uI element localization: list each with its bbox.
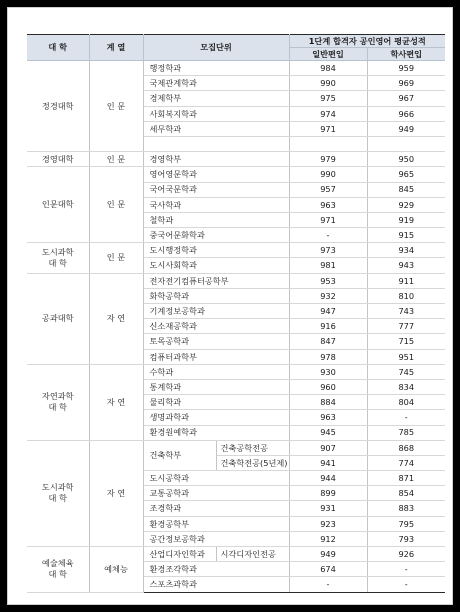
bachelor-score-cell: 715 (367, 334, 445, 349)
recruit-unit-cell: 경영학부 (143, 152, 289, 167)
general-score-cell: 949 (289, 547, 367, 562)
general-score-cell: 931 (289, 501, 367, 516)
recruit-unit-cell: 기계정보공학과 (143, 304, 289, 319)
header-bachelor-transfer: 학사편입 (367, 48, 445, 61)
recruit-unit-cell: 공간정보공학과 (143, 531, 289, 546)
recruit-unit-cell: 철학과 (143, 212, 289, 227)
series-cell: 예체능 (89, 547, 143, 593)
recruit-unit-cell: 도시사회학과 (143, 258, 289, 273)
recruit-unit-cell: 국제관계학과 (143, 76, 289, 91)
admission-score-table (27, 34, 445, 593)
general-score-cell: 971 (289, 212, 367, 227)
recruit-unit-cell: 산업디자인학과 (143, 547, 216, 562)
series-cell: 자 연 (89, 273, 143, 364)
bachelor-score-cell: 810 (367, 288, 445, 303)
general-score-cell: 930 (289, 364, 367, 379)
table-row (27, 152, 445, 167)
table-row (27, 547, 445, 562)
table-body (27, 61, 445, 593)
bachelor-score-cell: 959 (367, 61, 445, 76)
bachelor-score-cell: 934 (367, 243, 445, 258)
bachelor-score-cell: 943 (367, 258, 445, 273)
recruit-unit-cell: 국사학과 (143, 197, 289, 212)
general-score-cell: 945 (289, 425, 367, 440)
recruit-unit-cell: 경제학부 (143, 91, 289, 106)
recruit-unit-cell: 도시행정학과 (143, 243, 289, 258)
bachelor-score-cell: 868 (367, 440, 445, 455)
bachelor-score-cell: - (367, 562, 445, 577)
bachelor-score-cell: 845 (367, 182, 445, 197)
bachelor-score-cell: 919 (367, 212, 445, 227)
bachelor-score-cell: 834 (367, 379, 445, 394)
series-cell: 자 연 (89, 440, 143, 546)
recruit-unit-cell: 환경원예학과 (143, 425, 289, 440)
general-score-cell: 984 (289, 61, 367, 76)
general-score-cell: 963 (289, 410, 367, 425)
bachelor-score-cell: 926 (367, 547, 445, 562)
general-score-cell: - (289, 577, 367, 592)
general-score-cell: 960 (289, 379, 367, 394)
general-score-cell: 978 (289, 349, 367, 364)
bachelor-score-cell: 883 (367, 501, 445, 516)
major-cell: 건축학전공(5년제) (216, 455, 289, 470)
university-cell: 자연과학 대 학 (27, 364, 89, 440)
general-score-cell: 957 (289, 182, 367, 197)
university-cell: 도시과학 대 학 (27, 243, 89, 273)
recruit-unit-cell: 전자전기컴퓨터공학부 (143, 273, 289, 288)
table-row (27, 273, 445, 288)
recruit-unit-cell (143, 136, 289, 151)
recruit-unit-cell: 중국어문화학과 (143, 228, 289, 243)
bachelor-score-cell: 785 (367, 425, 445, 440)
bachelor-score-cell: 915 (367, 228, 445, 243)
university-cell: 경영대학 (27, 152, 89, 167)
general-score-cell: 674 (289, 562, 367, 577)
general-score-cell (289, 136, 367, 151)
general-score-cell: 974 (289, 106, 367, 121)
bachelor-score-cell: - (367, 577, 445, 592)
bachelor-score-cell: 804 (367, 395, 445, 410)
bachelor-score-cell: 854 (367, 486, 445, 501)
recruit-unit-cell: 조경학과 (143, 501, 289, 516)
header-score-title: 1단계 합격자 공인영어 평균성적 (289, 35, 445, 48)
general-score-cell: 990 (289, 167, 367, 182)
bachelor-score-cell: 795 (367, 516, 445, 531)
header-university: 대 학 (27, 35, 89, 61)
recruit-unit-cell: 사회복지학과 (143, 106, 289, 121)
university-cell: 예술체육 대 학 (27, 547, 89, 593)
general-score-cell: 944 (289, 471, 367, 486)
bachelor-score-cell: 911 (367, 273, 445, 288)
recruit-unit-cell: 수학과 (143, 364, 289, 379)
general-score-cell: 979 (289, 152, 367, 167)
recruit-unit-cell: 영어영문학과 (143, 167, 289, 182)
series-cell: 인 문 (89, 61, 143, 152)
recruit-unit-cell: 생명과학과 (143, 410, 289, 425)
recruit-unit-cell: 건축학부 (143, 440, 216, 470)
table-row (27, 364, 445, 379)
bachelor-score-cell: 743 (367, 304, 445, 319)
bachelor-score-cell: 969 (367, 76, 445, 91)
general-score-cell: 884 (289, 395, 367, 410)
general-score-cell: 953 (289, 273, 367, 288)
series-cell: 인 문 (89, 167, 143, 243)
major-cell: 건축공학전공 (216, 440, 289, 455)
recruit-unit-cell: 세무학과 (143, 121, 289, 136)
general-score-cell: 963 (289, 197, 367, 212)
table-row (27, 61, 445, 76)
series-cell: 인 문 (89, 152, 143, 167)
header-series: 계 열 (89, 35, 143, 61)
general-score-cell: 990 (289, 76, 367, 91)
general-score-cell: - (289, 228, 367, 243)
recruit-unit-cell: 교통공학과 (143, 486, 289, 501)
recruit-unit-cell: 환경조각학과 (143, 562, 289, 577)
major-cell: 시각디자인전공 (216, 547, 289, 562)
bachelor-score-cell (367, 136, 445, 151)
bachelor-score-cell: 949 (367, 121, 445, 136)
general-score-cell: 971 (289, 121, 367, 136)
series-cell: 자 연 (89, 364, 143, 440)
table-row (27, 243, 445, 258)
recruit-unit-cell: 토목공학과 (143, 334, 289, 349)
general-score-cell: 981 (289, 258, 367, 273)
header-general-transfer: 일반편입 (289, 48, 367, 61)
recruit-unit-cell: 국어국문학과 (143, 182, 289, 197)
bachelor-score-cell: 929 (367, 197, 445, 212)
recruit-unit-cell: 도시공학과 (143, 471, 289, 486)
general-score-cell: 899 (289, 486, 367, 501)
table-row (27, 167, 445, 182)
general-score-cell: 907 (289, 440, 367, 455)
recruit-unit-cell: 컴퓨터과학부 (143, 349, 289, 364)
university-cell: 정경대학 (27, 61, 89, 152)
general-score-cell: 973 (289, 243, 367, 258)
recruit-unit-cell: 화학공학과 (143, 288, 289, 303)
general-score-cell: 947 (289, 304, 367, 319)
recruit-unit-cell: 신소재공학과 (143, 319, 289, 334)
bachelor-score-cell: 793 (367, 531, 445, 546)
bachelor-score-cell: 745 (367, 364, 445, 379)
bachelor-score-cell: - (367, 410, 445, 425)
recruit-unit-cell: 통계학과 (143, 379, 289, 394)
bachelor-score-cell: 967 (367, 91, 445, 106)
general-score-cell: 975 (289, 91, 367, 106)
recruit-unit-cell: 행정학과 (143, 61, 289, 76)
university-cell: 공과대학 (27, 273, 89, 364)
general-score-cell: 932 (289, 288, 367, 303)
general-score-cell: 923 (289, 516, 367, 531)
recruit-unit-cell: 물리학과 (143, 395, 289, 410)
general-score-cell: 912 (289, 531, 367, 546)
bachelor-score-cell: 965 (367, 167, 445, 182)
general-score-cell: 916 (289, 319, 367, 334)
general-score-cell: 847 (289, 334, 367, 349)
series-cell: 인 문 (89, 243, 143, 273)
university-cell: 도시과학 대 학 (27, 440, 89, 546)
bachelor-score-cell: 777 (367, 319, 445, 334)
page-frame (7, 7, 453, 605)
header-recruit-unit: 모집단위 (143, 35, 289, 61)
recruit-unit-cell: 환경공학부 (143, 516, 289, 531)
bachelor-score-cell: 774 (367, 455, 445, 470)
table-row (27, 440, 445, 455)
general-score-cell: 941 (289, 455, 367, 470)
bachelor-score-cell: 950 (367, 152, 445, 167)
recruit-unit-cell: 스포츠과학과 (143, 577, 289, 592)
bachelor-score-cell: 951 (367, 349, 445, 364)
bachelor-score-cell: 966 (367, 106, 445, 121)
bachelor-score-cell: 871 (367, 471, 445, 486)
university-cell: 인문대학 (27, 167, 89, 243)
